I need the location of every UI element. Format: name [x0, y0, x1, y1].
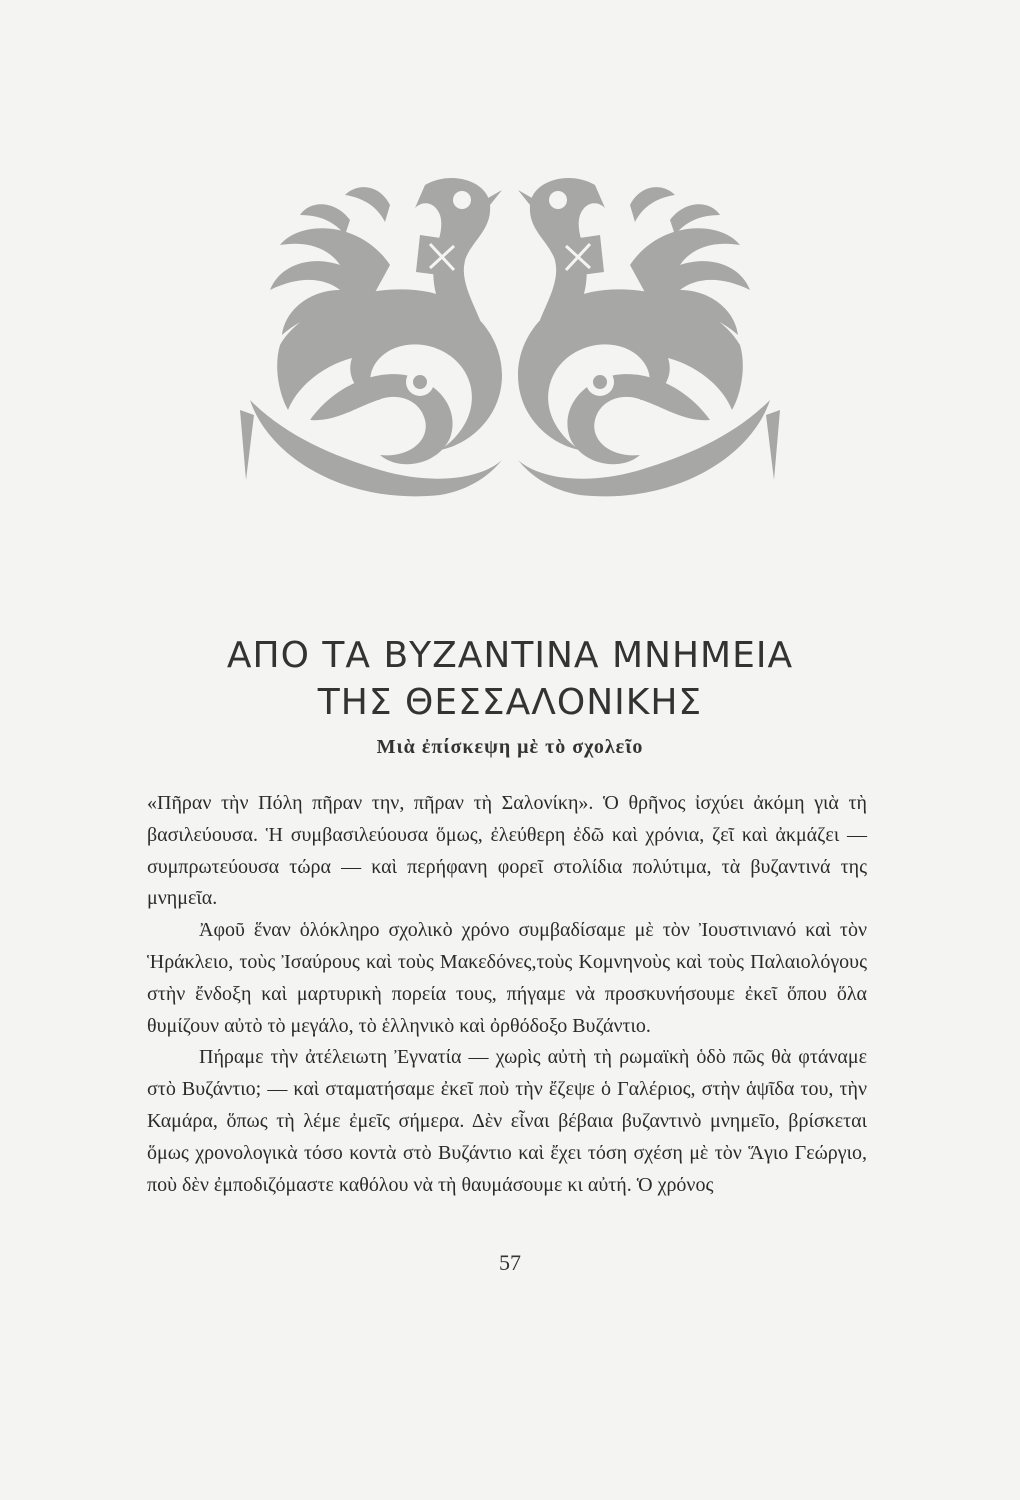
page-number: 57	[499, 1250, 521, 1275]
paragraph: Πήραμε τὴν ἀτέλειωτη Ἐγνατία — χωρὶς αὐτὴ τὴ ρωμαϊκὴ ὁδὸ πῶς θὰ φτάναμε στὸ Βυζάντιο; — καὶ σταματήσαμε ἐκεῖ ποὺ τὴν ἔζεψε ὁ Γαλέριος, στὴν ἁψῖδα του, τὴν Καμάρα, ὅπως τὴ λέμε ἐμεῖς σήμερα. Δὲν εἶναι βέβαια βυζαντινὸ μνημεῖο, βρίσκεται ὅμως χρονολογικὰ τόσο κοντὰ στὸ Βυζάντιο καὶ ἔχει τόση σχέση μὲ τὸν Ἅγιο Γεώργιο, ποὺ δὲν ἐμποδιζόμαστε καθόλου νὰ τὴ θαυμάσουμε κι αὐτή. Ὁ χρόνος	[147, 1046, 867, 1196]
title-line-2: ΤΗΣ ΘΕΣΣΑΛΟΝΙΚΗΣ	[317, 682, 703, 723]
title-line-1: ΑΠΟ ΤΑ ΒΥΖΑΝΤΙΝΑ ΜΝΗΜΕΙΑ	[226, 635, 794, 676]
subtitle: Μιὰ ἐπίσκεψη μὲ τὸ σχολεῖο	[376, 736, 644, 758]
body-text	[147, 788, 867, 1201]
paragraph: Ἀφοῦ ἕναν ὁλόκληρο σχολικὸ χρόνο συμβαδίσαμε μὲ τὸν Ἰουστινιανό καὶ τὸν Ἡράκλειο, τοὺς Ἰσαύρους καὶ τοὺς Μακεδόνες,τοὺς Κομνηνοὺς καὶ τοὺς Παλαιολόγους στὴν ἔνδοξη καὶ μαρτυρικὴ πορεία τους, πήγαμε νὰ προσκυνήσουμε ἐκεῖ ὅπου ὅλα θυμίζουν αὐτὸ τὸ μεγάλο, τὸ ἑλληνικὸ καὶ ὀρθόδοξο Βυζάντιο.	[147, 919, 867, 1037]
paragraph: «Πῆραν τὴν Πόλη πῆραν την, πῆραν τὴ Σαλονίκη». Ὁ θρῆνος ἰσχύει ἀκόμη γιὰ τὴ βασιλεύουσα. Ἡ συμβασιλεύουσα ὅμως, ἐλεύθερη ἐδῶ καὶ χρόνια, ζεῖ καὶ ἀκμάζει — συμπρωτεύουσα τώρα — καὶ περήφανη φορεῖ στολίδια πολύτιμα, τὰ βυζαντινά της μνημεῖα.	[147, 792, 867, 910]
byzantine-twin-birds-ornament-icon	[240, 160, 780, 510]
